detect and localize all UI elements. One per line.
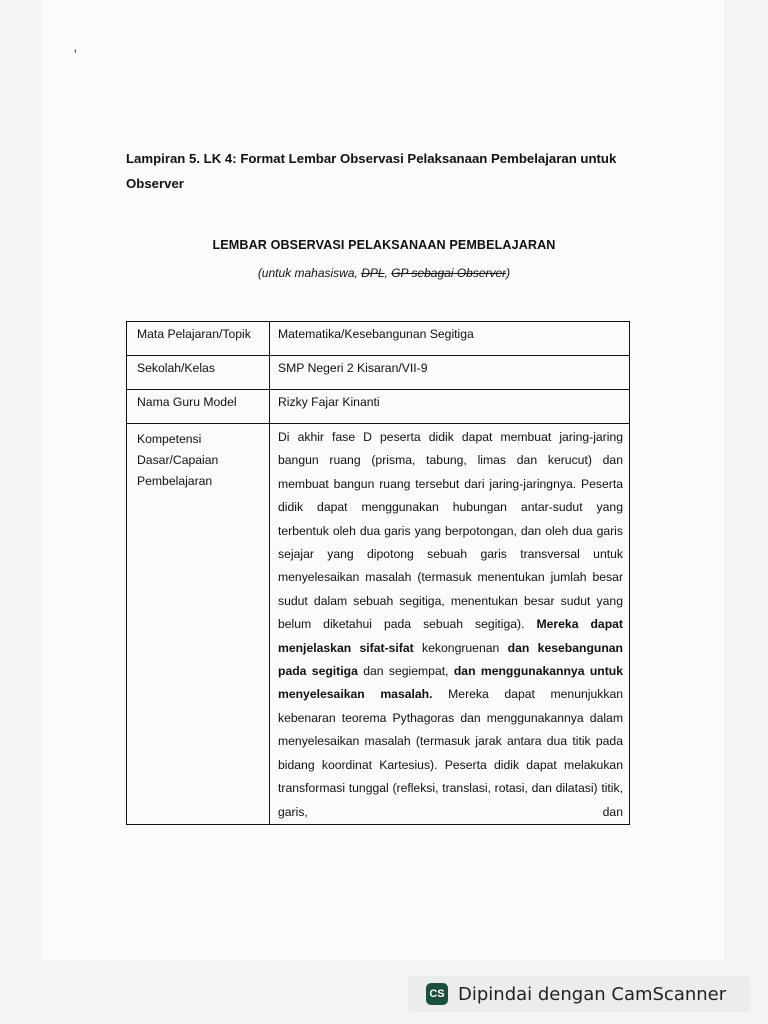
scan-speck-mark: ʹ	[74, 46, 77, 62]
table-row	[127, 356, 630, 390]
subtitle-prefix: (untuk mahasiswa,	[257, 266, 362, 280]
kompetensi-label	[127, 424, 270, 825]
kd-text-2: kekongruenan	[413, 640, 508, 655]
camscanner-text: Dipindai dengan CamScanner	[458, 983, 727, 1005]
mapel-label: Mata Pelajaran/Topik	[127, 322, 270, 356]
document-title: LEMBAR OBSERVASI PELAKSANAAN PEMBELAJARAN	[212, 238, 556, 252]
mapel-value: Matematika/Kesebangunan Segitiga	[270, 322, 630, 356]
kompetensi-value	[270, 424, 630, 825]
observation-table	[126, 321, 630, 825]
camscanner-watermark	[408, 976, 750, 1012]
camscanner-icon: CS	[426, 983, 448, 1005]
guru-value: Rizky Fajar Kinanti	[270, 390, 630, 424]
subtitle-separator: ,	[384, 266, 392, 280]
kompetensi-label-line-3: Pembelajaran	[137, 474, 213, 488]
subtitle-dpl-struck: DPL	[361, 266, 385, 280]
kompetensi-label-line-2: Dasar/Capaian	[137, 453, 219, 467]
heading-line-2: Observer	[126, 176, 184, 191]
sekolah-label: Sekolah/Kelas	[127, 356, 270, 390]
table-row	[127, 390, 630, 424]
heading-line-1: Lampiran 5. LK 4: Format Lembar Observasi Pelaksanaan Pembelajaran untuk	[126, 151, 617, 166]
document-subtitle	[0, 266, 768, 280]
kompetensi-paragraph	[278, 426, 623, 824]
kd-text-bold-1: Mereka dapat menjelaskan sifat-sifat	[278, 617, 623, 655]
appendix-heading	[126, 146, 646, 196]
kd-text-3: dan segiempat,	[357, 664, 454, 679]
subtitle-gp-observer-struck: GP sebagai Observer	[391, 266, 507, 280]
guru-label: Nama Guru Model	[127, 390, 270, 424]
kd-text-bold-3: dan menggunakannya untuk menyelesaikan masalah.	[278, 664, 624, 702]
kd-text-4: Mereka dapat menunjukkan kebenaran teorema Pythagoras dan menggunakannya dalam menyelesaikan masalah (termasuk jarak antara dua titik pada bidang koordinat Kartesius). Peserta didik dapat melakukan transformasi tunggal (refleksi, translasi, rotasi, dan dilatasi) titik, garis, dan	[278, 687, 623, 819]
subtitle-suffix: )	[506, 266, 511, 280]
kd-text-1: Di akhir fase D peserta didik dapat membuat jaring-jaring bangun ruang (prisma, tabung, limas dan kerucut) dan membuat bangun ruang tersebut dari jaring-jaringnya. Peserta didik dapat menggunakan hubungan antar-sudut yang terbentuk oleh dua garis yang berpotongan, dan oleh dua garis sejajar yang dipotong sebuah garis transversal untuk menyelesaikan masalah (termasuk menentukan jumlah besar sudut dalam sebuah segitiga, menentukan besar sudut yang belum diketahui pada sebuah segitiga).	[278, 430, 623, 632]
kompetensi-label-line-1: Kompetensi	[137, 432, 202, 446]
sekolah-value: SMP Negeri 2 Kisaran/VII-9	[270, 356, 630, 390]
kd-text-bold-2: dan kesebangunan pada segitiga	[278, 640, 624, 679]
table-row	[127, 322, 630, 356]
table-row	[127, 424, 630, 825]
